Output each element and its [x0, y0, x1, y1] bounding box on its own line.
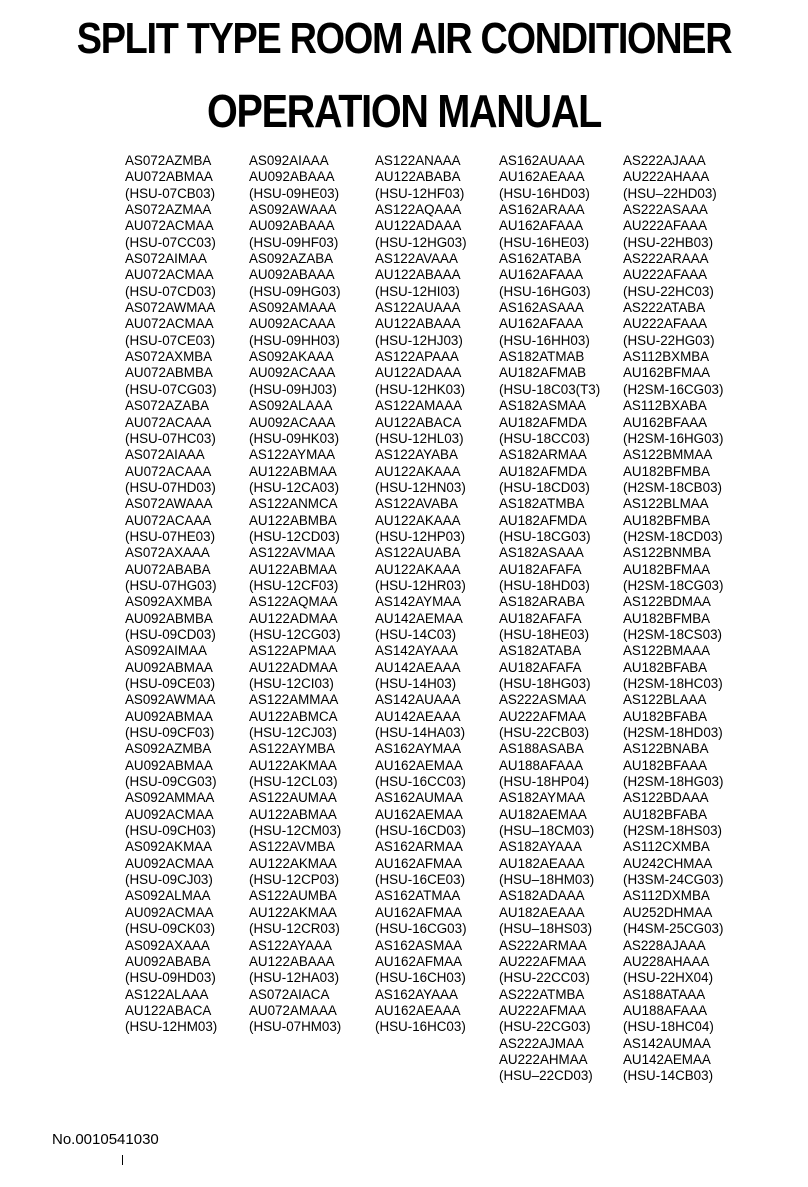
model-entry: AU162AEMAA — [375, 757, 463, 773]
model-entry: AS092AXAAA — [125, 937, 210, 953]
model-entry: AU122AKAAA — [375, 561, 461, 577]
model-entry: AS162ATABA — [499, 251, 582, 267]
model-entry: AU122ABAAA — [375, 267, 461, 283]
document-number: No.0010541030 — [52, 1131, 159, 1148]
model-entry: AS122AYAAA — [249, 937, 332, 953]
model-entry: AS112CXMBA — [623, 839, 710, 855]
model-entry: AU092ACMAA — [125, 806, 214, 822]
model-entry: (HSU-07HC03) — [125, 430, 216, 446]
model-entry: (H2SM-18CS03) — [623, 626, 722, 642]
model-entry: AU162AEMAA — [375, 806, 463, 822]
model-entry: (HSU-12CM03) — [249, 823, 342, 839]
model-entry: (HSU-07CG03) — [125, 381, 217, 397]
model-entry: AU092ACMAA — [125, 904, 214, 920]
model-entry: AS222AJAAA — [623, 153, 706, 168]
model-entry: AU072ACMAA — [125, 316, 214, 332]
model-entry: (H4SM-25CG03) — [623, 921, 724, 937]
model-entry: AS122AUABA — [375, 545, 461, 561]
model-entry: AU182AFMAB — [499, 365, 587, 381]
model-entry: AS072AZABA — [125, 398, 210, 414]
model-entry: AS072AXAAA — [125, 545, 210, 561]
model-entry: AS122BDMAA — [623, 594, 711, 610]
model-entry: AS222ARMAA — [499, 937, 587, 953]
model-entry: AS072AZMBA — [125, 153, 212, 168]
model-entry: AS142AUMAA — [623, 1035, 711, 1051]
model-entry: AU092ABMAA — [125, 659, 213, 675]
model-entry: AS092AKMAA — [125, 839, 213, 855]
model-entry: AU222AFAAA — [623, 267, 708, 283]
model-entry: (HSU-16CD03) — [375, 823, 466, 839]
model-entry: AU072ABMAA — [125, 169, 213, 185]
model-entry: (HSU-14CB03) — [623, 1068, 714, 1084]
model-entry: AS182ADAAA — [499, 888, 585, 904]
model-entry: AS122AUAAA — [375, 300, 461, 316]
model-column-1 — [125, 153, 249, 1036]
model-entry: AU182AFMDA — [499, 414, 587, 430]
model-entry: (HSU-09CD03) — [125, 626, 216, 642]
title-line-2: OPERATION MANUAL — [207, 85, 601, 137]
model-entry: AU182AFAFA — [499, 659, 582, 675]
model-entry: (HSU-12CL03) — [249, 774, 338, 790]
model-column-3 — [375, 153, 499, 1036]
model-entry: AS122AUMBA — [249, 888, 337, 904]
model-entry: (HSU-16CE03) — [375, 872, 466, 888]
model-entry: (HSU-09HE03) — [249, 185, 340, 201]
model-entry: AU182BFABA — [623, 708, 708, 724]
model-entry: AS122BDAAA — [623, 790, 709, 806]
model-entry: (HSU-16CG03) — [375, 921, 467, 937]
model-entry: (HSU-18C03(T3) — [499, 381, 601, 397]
model-entry: AS092ALAAA — [249, 398, 333, 414]
model-entry: AS142AYAAA — [375, 643, 458, 659]
model-entry: AU182AFMDA — [499, 463, 587, 479]
model-entry: (HSU-12CR03) — [249, 921, 340, 937]
model-entry: AU188AFAAA — [499, 757, 584, 773]
model-entry: (HSU-07HG03) — [125, 577, 217, 593]
model-entry: AU222AFAAA — [623, 316, 708, 332]
model-entry: AU142AEAAA — [375, 708, 461, 724]
model-entry: AU122ADMAA — [249, 610, 338, 626]
model-entry: AU122ADAAA — [375, 218, 462, 234]
model-entry: (HSU-07CD03) — [125, 283, 216, 299]
model-entry: (HSU-09CE03) — [125, 676, 216, 691]
model-entry: (H2SM-18HS03) — [623, 823, 722, 839]
model-entry: AU222AFMAA — [499, 1002, 587, 1018]
model-entry: AU182BFABA — [623, 806, 708, 822]
model-entry: AS122AMAAA — [375, 398, 463, 414]
model-entry: AU252DHMAA — [623, 904, 713, 920]
model-entry: (HSU–18HS03) — [499, 921, 593, 937]
model-entry: AS122BMAAA — [623, 643, 711, 659]
model-entry: AS182ARMAA — [499, 447, 587, 463]
model-column-2 — [249, 153, 373, 1036]
model-entry: (HSU-09CH03) — [125, 823, 216, 839]
model-entry: AS228AJAAA — [623, 937, 706, 953]
model-entry: (HSU-12HN03) — [375, 479, 466, 495]
model-entry: (HSU-12HL03) — [375, 430, 464, 446]
model-entry: AS092AMMAA — [125, 790, 215, 806]
model-entry: (HSU-22HG03) — [623, 332, 715, 348]
model-entry: AU142AEAAA — [375, 659, 461, 675]
model-entry: AU072ABABA — [125, 561, 211, 577]
model-entry: AS182AYMAA — [499, 790, 586, 806]
model-entry: (HSU-12HK03) — [375, 381, 466, 397]
model-entry: AS092AKAAA — [249, 349, 334, 365]
model-entry: AS092AXMBA — [125, 594, 213, 610]
model-entry: AS092AMAAA — [249, 300, 337, 316]
model-entry: (HSU-12HJ03) — [375, 332, 463, 348]
model-entry: AU162BFAAA — [623, 414, 708, 430]
model-entry: AU222AHAAA — [623, 169, 710, 185]
model-entry: AS162AYAAA — [375, 986, 458, 1002]
model-entry: (HSU-12HR03) — [375, 577, 466, 593]
model-entry: AU142AEMAA — [375, 610, 463, 626]
title-line-1: SPLIT TYPE ROOM AIR CONDITIONER — [76, 14, 732, 63]
model-entry: AU182BFAAA — [623, 757, 708, 773]
model-entry: AU072ACMAA — [125, 267, 214, 283]
model-entry: AU182AEMAA — [499, 806, 587, 822]
model-entry: AS112BXABA — [623, 398, 707, 414]
model-entry: (HSU–22CD03) — [499, 1068, 593, 1084]
model-entry: (HSU-16HH03) — [499, 332, 590, 348]
model-entry: AU122AKMAA — [249, 904, 337, 920]
model-entry: AU092ABMBA — [125, 610, 213, 626]
model-entry: (HSU-22HB03) — [623, 234, 714, 250]
model-entry: (HSU-07CB03) — [125, 185, 216, 201]
model-entry: AU182AEAAA — [499, 904, 585, 920]
model-entry: AS162AUMAA — [375, 790, 463, 806]
model-entry: AS122AQAAA — [375, 202, 462, 218]
model-entry: AS162ARAAA — [499, 202, 585, 218]
model-entry: (HSU-07HE03) — [125, 528, 216, 544]
model-entry: (HSU-12CF03) — [249, 577, 339, 593]
model-entry: AU182AFMDA — [499, 512, 587, 528]
model-entry: (HSU-07HM03) — [249, 1019, 342, 1035]
model-entry: AS162ASAAA — [499, 300, 584, 316]
model-entry: (HSU-18HD03) — [499, 577, 590, 593]
model-entry: AU092ABABA — [125, 953, 211, 969]
model-entry: (HSU-12HI03) — [375, 283, 460, 299]
model-entry: (HSU-16CC03) — [375, 774, 466, 790]
model-entry: AU122AKMAA — [249, 855, 337, 871]
model-entry: AU162AFMAA — [375, 953, 463, 969]
model-column-5 — [623, 153, 747, 1085]
model-entry: (H2SM-18HD03) — [623, 725, 723, 741]
model-entry: (HSU-18HE03) — [499, 626, 590, 642]
model-entry: (HSU-14C03) — [375, 626, 457, 642]
model-entry: (HSU-14H03) — [375, 676, 457, 691]
model-entry: (HSU-12CP03) — [249, 872, 340, 888]
model-entry: (HSU-12CA03) — [249, 479, 340, 495]
model-entry: AU182AFAFA — [499, 561, 582, 577]
model-entry: (HSU-14HA03) — [375, 725, 466, 741]
model-entry: (H2SM-16CG03) — [623, 381, 724, 397]
model-entry: (HSU-09CG03) — [125, 774, 217, 790]
model-entry: AS182ASAAA — [499, 545, 584, 561]
model-entry: AU092ABAAA — [249, 218, 335, 234]
model-entry: (HSU-22CC03) — [499, 970, 590, 986]
model-entry: (HSU-09HK03) — [249, 430, 340, 446]
model-entry: (HSU-12HF03) — [375, 185, 465, 201]
model-entry: AU222AFAAA — [623, 218, 708, 234]
model-entry: AS188ASABA — [499, 741, 584, 757]
model-entry: (HSU-12HG03) — [375, 234, 467, 250]
model-entry: AS182ATMAB — [499, 349, 585, 365]
model-entry: AS112BXMBA — [623, 349, 710, 365]
model-entry: AS072AWMAA — [125, 300, 216, 316]
model-entry: (HSU-12CD03) — [249, 528, 340, 544]
model-entry: (HSU-09HG03) — [249, 283, 341, 299]
model-entry: AS122BNMBA — [623, 545, 711, 561]
model-entry: AS122BLMAA — [623, 496, 709, 512]
model-entry: AU182BFMBA — [623, 512, 711, 528]
model-entry: AU122ABACA — [125, 1002, 212, 1018]
model-entry: AU222AFMAA — [499, 953, 587, 969]
model-entry: (HSU-16CH03) — [375, 970, 466, 986]
model-entry: AS122AYMAA — [249, 447, 336, 463]
model-entry: AS122BMMAA — [623, 447, 713, 463]
model-entry: AS072AIAAA — [125, 447, 205, 463]
model-entry: AU142AEMAA — [623, 1051, 711, 1067]
model-entry: AS162ASMAA — [375, 937, 463, 953]
model-entry: (H2SM-18HG03) — [623, 774, 724, 790]
model-entry: AU122ABMAA — [249, 561, 337, 577]
model-entry: AS182ARABA — [499, 594, 585, 610]
model-entry: AS122AVMAA — [249, 545, 336, 561]
model-entry: (HSU-22HX04) — [623, 970, 714, 986]
model-entry: AS162AYMAA — [375, 741, 462, 757]
model-entry: AU182AEAAA — [499, 855, 585, 871]
model-entry: (HSU–22HD03) — [623, 185, 717, 201]
model-entry: (HSU-07CC03) — [125, 234, 216, 250]
model-entry: (HSU-09HF03) — [249, 234, 339, 250]
model-entry: (HSU-07CE03) — [125, 332, 216, 348]
model-entry: AU188AFAAA — [623, 1002, 708, 1018]
model-entry: AU092ABMAA — [125, 757, 213, 773]
model-entry: (HSU-18CC03) — [499, 430, 590, 446]
model-entry: AU122AKMAA — [249, 757, 337, 773]
model-entry: AU162AFAAA — [499, 316, 584, 332]
model-entry: (HSU-12HA03) — [249, 970, 340, 986]
model-entry: (HSU-09CF03) — [125, 725, 215, 741]
model-entry: AU092ACAAA — [249, 316, 336, 332]
model-entry: AS162ARMAA — [375, 839, 463, 855]
model-entry: (HSU-22CB03) — [499, 725, 590, 741]
model-entry: AS222ARAAA — [623, 251, 709, 267]
model-entry: (HSU-09CJ03) — [125, 872, 213, 888]
model-entry: AU122ADMAA — [249, 659, 338, 675]
model-entry: AS122AQMAA — [249, 594, 338, 610]
model-entry: (HSU-09HH03) — [249, 332, 340, 348]
model-entry: AU072ACAAA — [125, 463, 212, 479]
model-entry: (H3SM-24CG03) — [623, 872, 724, 888]
model-entry: AS122ANMCA — [249, 496, 338, 512]
model-entry: AU122ABACA — [375, 414, 462, 430]
model-entry: (HSU-07HD03) — [125, 479, 216, 495]
model-entry: (HSU-12CI03) — [249, 676, 334, 691]
model-entry: (HSU-12HP03) — [375, 528, 466, 544]
model-entry: AU122ABMAA — [249, 463, 337, 479]
model-entry: AU162AFMAA — [375, 855, 463, 871]
model-entry: AU228AHAAA — [623, 953, 710, 969]
model-entry: (HSU-18CD03) — [499, 479, 590, 495]
model-entry: AU162AEAAA — [499, 169, 585, 185]
model-entry: AS122BNABA — [623, 741, 709, 757]
model-entry: AS122BLAAA — [623, 692, 707, 708]
model-entry: AU092ABMAA — [125, 708, 213, 724]
model-entry: AS122APMAA — [249, 643, 337, 659]
model-entry: (H2SM-18CG03) — [623, 577, 724, 593]
model-entry: (HSU-09HD03) — [125, 970, 216, 986]
model-entry: AU242CHMAA — [623, 855, 713, 871]
model-entry: (HSU-18CG03) — [499, 528, 591, 544]
model-entry: (HSU-18HG03) — [499, 676, 591, 691]
model-entry: (H2SM-18CB03) — [623, 479, 722, 495]
model-entry: AS122AYMBA — [249, 741, 336, 757]
model-entry: AU122AKAAA — [375, 512, 461, 528]
model-entry: (H2SM-18CD03) — [623, 528, 723, 544]
model-entry: (HSU-09CK03) — [125, 921, 216, 937]
model-column-4 — [499, 153, 623, 1085]
model-entry: AS092AWMAA — [125, 692, 216, 708]
page-mark — [122, 1155, 123, 1165]
model-entry: AS092ALMAA — [125, 888, 211, 904]
model-entry: AS188ATAAA — [623, 986, 706, 1002]
model-entry: AU122ADAAA — [375, 365, 462, 381]
model-entry: AS122ANAAA — [375, 153, 461, 168]
model-entry: (HSU-12CJ03) — [249, 725, 337, 741]
model-entry: AS072AWAAA — [125, 496, 213, 512]
model-entry: AU092ABAAA — [249, 267, 335, 283]
model-entry: AU182BFMBA — [623, 610, 711, 626]
model-entry: AS122AUMAA — [249, 790, 337, 806]
model-entry: AS072AIACA — [249, 986, 330, 1002]
model-entry: AU072ACAAA — [125, 414, 212, 430]
model-entry: (HSU–18CM03) — [499, 823, 595, 839]
model-entry: AS122AYABA — [375, 447, 458, 463]
model-entry: AU182BFABA — [623, 659, 708, 675]
model-entry: AS112DXMBA — [623, 888, 710, 904]
model-entry: AS142AYMAA — [375, 594, 462, 610]
model-entry: (HSU-12HM03) — [125, 1019, 218, 1035]
model-entry: AU092ACMAA — [125, 855, 214, 871]
model-entry: (H2SM-16HG03) — [623, 430, 724, 446]
model-entry: AU092ACAAA — [249, 365, 336, 381]
model-entry: (HSU-16HC03) — [375, 1019, 466, 1035]
model-entry: AS182AYAAA — [499, 839, 582, 855]
model-entry: AU122ABABA — [375, 169, 461, 185]
model-entry: AU092ACAAA — [249, 414, 336, 430]
model-entry: AS222ASAAA — [623, 202, 708, 218]
model-entry: AU162BFMAA — [623, 365, 711, 381]
model-entry: AU072ACAAA — [125, 512, 212, 528]
model-entry: AS222ASMAA — [499, 692, 587, 708]
model-entry: AS222ATABA — [623, 300, 706, 316]
model-entry: AU162AFMAA — [375, 904, 463, 920]
model-entry: AS092AWAAA — [249, 202, 337, 218]
model-entry: AU122AKAAA — [375, 463, 461, 479]
model-entry: AS072AXMBA — [125, 349, 213, 365]
model-entry: AU222AFMAA — [499, 708, 587, 724]
model-entry: (HSU–18HM03) — [499, 872, 595, 888]
model-entry: AS142AUAAA — [375, 692, 461, 708]
model-entry: AU222AHMAA — [499, 1051, 588, 1067]
model-entry: AU092ABAAA — [249, 169, 335, 185]
model-entry: AU182AFAFA — [499, 610, 582, 626]
model-entry: AS072AIMAA — [125, 251, 207, 267]
model-entry: AU162AFAAA — [499, 267, 584, 283]
model-entry: (HSU-18HP04) — [499, 774, 590, 790]
model-entry: AU182BFMBA — [623, 463, 711, 479]
model-entry: AU072AMAAA — [249, 1002, 337, 1018]
model-entry: AS122AMMAA — [249, 692, 339, 708]
model-entry: (HSU-09HJ03) — [249, 381, 337, 397]
model-entry: AU162AFAAA — [499, 218, 584, 234]
model-entry: (HSU-16HE03) — [499, 234, 590, 250]
model-entry: AS092AIMAA — [125, 643, 207, 659]
model-entry: (HSU-12CG03) — [249, 626, 341, 642]
model-entry: (HSU-22HC03) — [623, 283, 714, 299]
model-entry: AU122ABMBA — [249, 512, 337, 528]
model-entry: (H2SM-18HC03) — [623, 676, 723, 691]
model-entry: AS222AJMAA — [499, 1035, 584, 1051]
model-entry: AS122APAAA — [375, 349, 459, 365]
model-entry: (HSU-16HD03) — [499, 185, 590, 201]
model-entry: AU072ACMAA — [125, 218, 214, 234]
model-entry: AU122ABAAA — [375, 316, 461, 332]
model-entry: AU072ABMBA — [125, 365, 213, 381]
model-entry: (HSU-18HC04) — [623, 1019, 714, 1035]
model-entry: AS092AZMBA — [125, 741, 212, 757]
model-entry: AU122ABAAA — [249, 953, 335, 969]
model-entry: AS162ATMAA — [375, 888, 461, 904]
model-entry: AS092AZABA — [249, 251, 334, 267]
model-entry: AU122ABMCA — [249, 708, 338, 724]
model-entry: AS182ATABA — [499, 643, 582, 659]
model-entry: AS122AVABA — [375, 496, 458, 512]
model-entry: AS122AVAAA — [375, 251, 458, 267]
model-entry: AS182ASMAA — [499, 398, 587, 414]
model-entry: AU162AEAAA — [375, 1002, 461, 1018]
model-entry: AS122ALAAA — [125, 986, 209, 1002]
model-entry: (HSU-22CG03) — [499, 1019, 591, 1035]
model-entry: AU122ABMAA — [249, 806, 337, 822]
model-entry: (HSU-16HG03) — [499, 283, 591, 299]
model-entry: AS222ATMBA — [499, 986, 585, 1002]
model-entry: AU182BFMAA — [623, 561, 711, 577]
model-entry: AS072AZMAA — [125, 202, 212, 218]
model-entry: AS182ATMBA — [499, 496, 585, 512]
model-entry: AS122AVMBA — [249, 839, 336, 855]
model-entry: AS092AIAAA — [249, 153, 329, 168]
model-entry: AS162AUAAA — [499, 153, 585, 168]
